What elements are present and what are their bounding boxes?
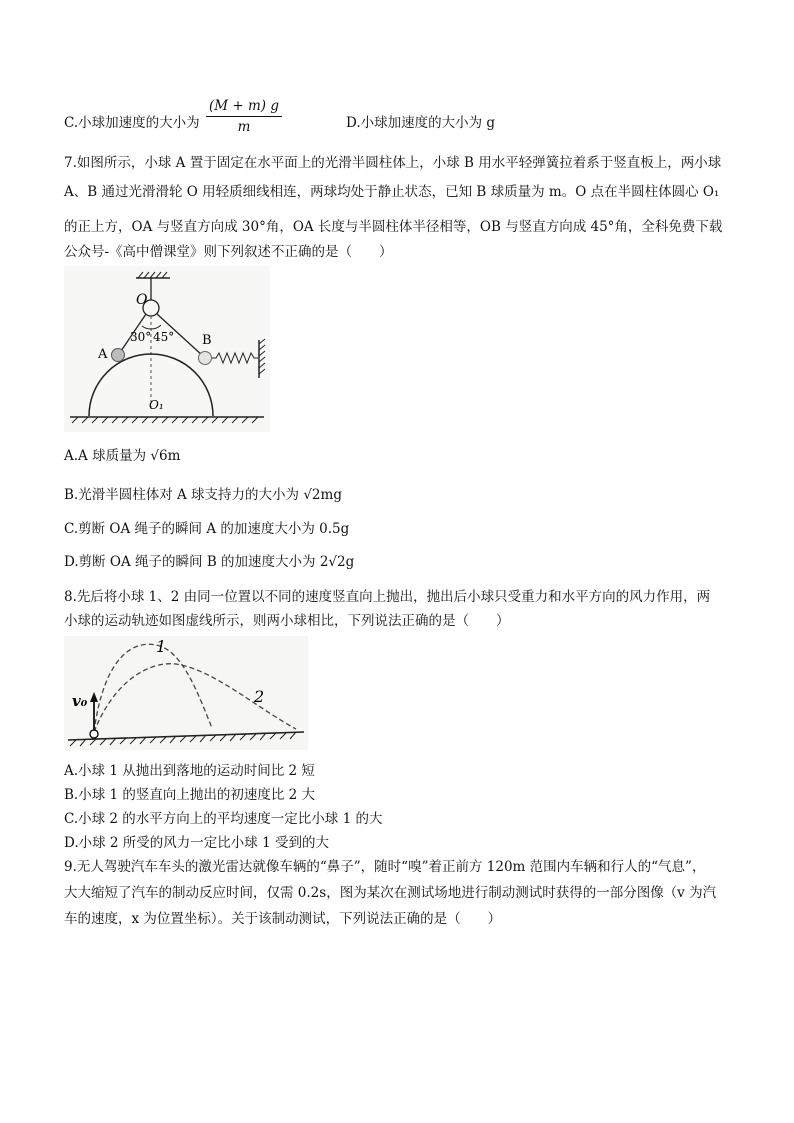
ball-b bbox=[199, 352, 212, 365]
q9-stem-line-2: 大大缩短了汽车的制动反应时间，仅需 0.2s，图为某次在测试场地进行制动测试时获得的一部分图像（v 为汽 bbox=[64, 885, 717, 901]
q6-option-c-fraction bbox=[206, 98, 282, 135]
q6-options-cd bbox=[64, 98, 744, 138]
q6-option-c-label: C.小球加速度的大小为 bbox=[64, 115, 200, 131]
q6-option-d: D.小球加速度的大小为 g bbox=[346, 115, 496, 131]
pulley-label: O bbox=[136, 292, 148, 308]
angle-45-label: 45° bbox=[153, 330, 175, 344]
q9-stem-line-3: 车的速度，x 为位置坐标）。关于该制动测试，下列说法正确的是（ ） bbox=[64, 911, 502, 927]
q8-option-c: C.小球 2 的水平方向上的平均速度一定比小球 1 的大 bbox=[64, 811, 383, 827]
q7-stem-line-1: 7.如图所示，小球 A 置于固定在水平面上的光滑半圆柱体上，小球 B 用水平轻弹簧拉着系于竖直板上，两小球 bbox=[64, 155, 722, 171]
q7-stem-line-2: A、B 通过光滑滑轮 O 用轻质细线相连，两球均处于静止状态，已知 B 球质量为 m。O 点在半圆柱体圆心 O₁ bbox=[64, 184, 720, 200]
q7-stem-line-4: 公众号-《高中僧课堂》则下列叙述不正确的是（ ） bbox=[64, 244, 393, 260]
ball-a-label: A bbox=[98, 347, 108, 362]
q8-option-d: D.小球 2 所受的风力一定比小球 1 受到的大 bbox=[64, 835, 329, 851]
q9-stem-line-1: 9.无人驾驶汽车车头的激光雷达就像车辆的“鼻子”，随时“嗅”着正前方 120m 范围内车辆和行人的“气息”， bbox=[64, 859, 706, 875]
q7-figure-hemicylinder bbox=[64, 266, 270, 432]
q7-option-a: A.A 球质量为 √6m bbox=[64, 448, 181, 464]
fraction-denominator: m bbox=[237, 119, 251, 135]
q8-option-b: B.小球 1 的竖直向上抛出的初速度比 2 大 bbox=[64, 787, 316, 803]
curve-1-label: 1 bbox=[156, 637, 167, 656]
q8-figure-trajectories bbox=[64, 636, 308, 750]
q7-option-d: D.剪断 OA 绳子的瞬间 B 的加速度大小为 2√2g bbox=[64, 554, 355, 570]
center-label: O₁ bbox=[149, 398, 164, 412]
figure-background bbox=[64, 266, 270, 432]
launch-ball bbox=[90, 730, 98, 738]
v0-label: v₀ bbox=[72, 692, 88, 710]
fraction-numerator: (M + m) g bbox=[206, 98, 282, 117]
q8-option-a: A.小球 1 从抛出到落地的运动时间比 2 短 bbox=[64, 763, 315, 779]
q7-option-c: C.剪断 OA 绳子的瞬间 A 的加速度大小为 0.5g bbox=[64, 521, 350, 537]
q7-stem-line-3: 的正上方，OA 与竖直方向成 30°角，OA 长度与半圆柱体半径相等，OB 与竖直方向成 45°角，全科免费下载 bbox=[64, 219, 723, 235]
curve-2-label: 2 bbox=[254, 687, 265, 706]
ball-a bbox=[112, 349, 125, 362]
angle-30-label: 30° bbox=[130, 330, 152, 344]
ball-b-label: B bbox=[202, 333, 212, 348]
q7-option-b: B.光滑半圆柱体对 A 球支持力的大小为 √2mg bbox=[64, 487, 342, 503]
q8-stem-line-1: 8.先后将小球 1、2 由同一位置以不同的速度竖直向上抛出，抛出后小球只受重力和水平方向的风力作用，两 bbox=[64, 589, 711, 605]
q8-stem-line-2: 小球的运动轨迹如图虚线所示，则两小球相比，下列说法正确的是（ ） bbox=[64, 613, 510, 629]
